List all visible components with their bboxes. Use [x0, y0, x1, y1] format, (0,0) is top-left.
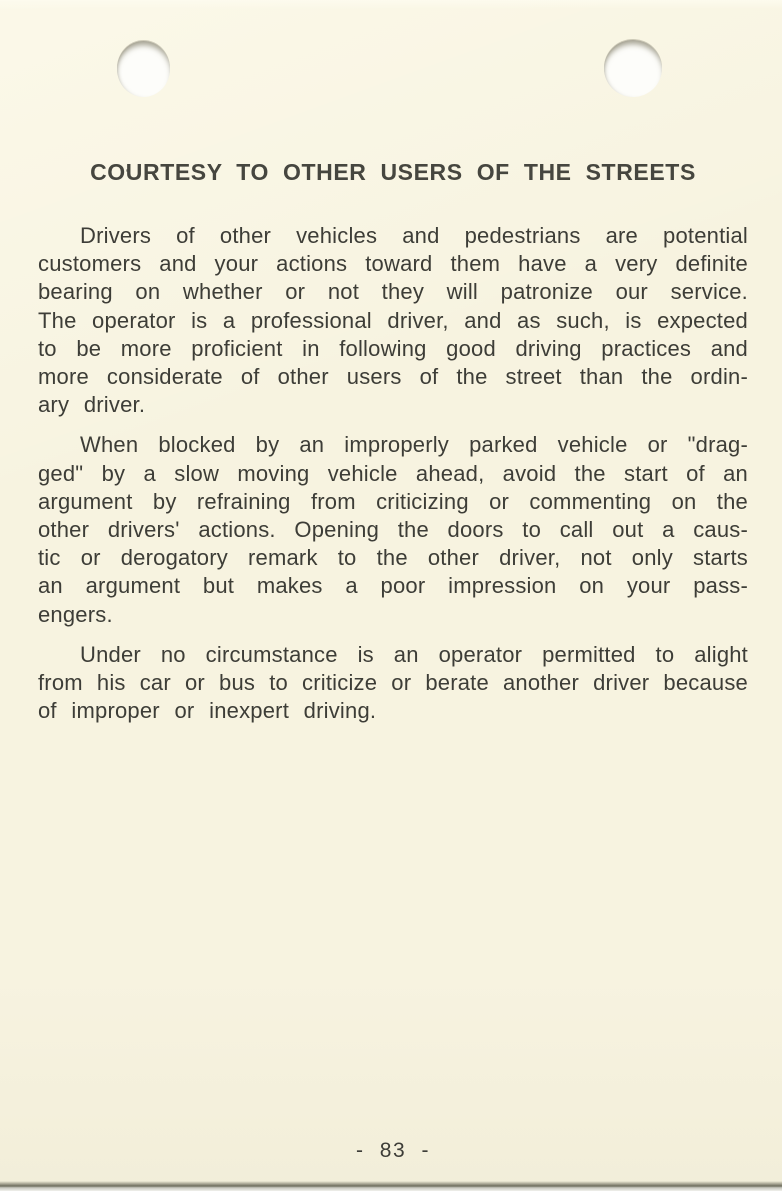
paragraph [38, 431, 748, 628]
text-line: from his car or bus to criticize or berate another driver because [38, 670, 748, 696]
page-title: COURTESY TO OTHER USERS OF THE STREETS [90, 159, 696, 185]
text-line: more considerate of other users of the street than the ordin- [38, 364, 748, 390]
text-line: When blocked by an improperly parked vehicle or "drag- [80, 432, 748, 458]
text-line: ary driver. [38, 392, 146, 418]
text-line: argument by refraining from criticizing or commenting on the [38, 488, 748, 514]
paragraph [38, 641, 748, 726]
text-line: an argument but makes a poor impression on your pass- [38, 573, 748, 599]
text-line: to be more proficient in following good driving practices and [38, 335, 748, 361]
punch-hole-left [117, 41, 170, 97]
text-line: customers and your actions toward them have a very definite [38, 251, 748, 277]
punch-hole-right [604, 40, 662, 97]
page-top-edge [0, 0, 782, 9]
paragraph [38, 222, 748, 419]
document-body [38, 222, 748, 725]
text-line: of improper or inexpert driving. [38, 698, 377, 724]
document-content [38, 158, 748, 737]
text-line: ged" by a slow moving vehicle ahead, avoid the start of an [38, 460, 748, 486]
text-line: Drivers of other vehicles and pedestrians are potential [80, 223, 748, 248]
text-line: Under no circumstance is an operator permitted to alight [80, 641, 748, 667]
text-line: The operator is a professional driver, and as such, is expected [38, 307, 748, 333]
page-number: - 83 - [355, 1139, 430, 1162]
text-line: bearing on whether or not they will patronize our service. [38, 279, 748, 305]
page-bottom-edge [0, 1181, 782, 1191]
text-line: engers. [38, 601, 113, 627]
text-line: tic or derogatory remark to the other driver, not only starts [38, 545, 748, 571]
text-line: other drivers' actions. Opening the doors to call out a caus- [38, 517, 748, 543]
